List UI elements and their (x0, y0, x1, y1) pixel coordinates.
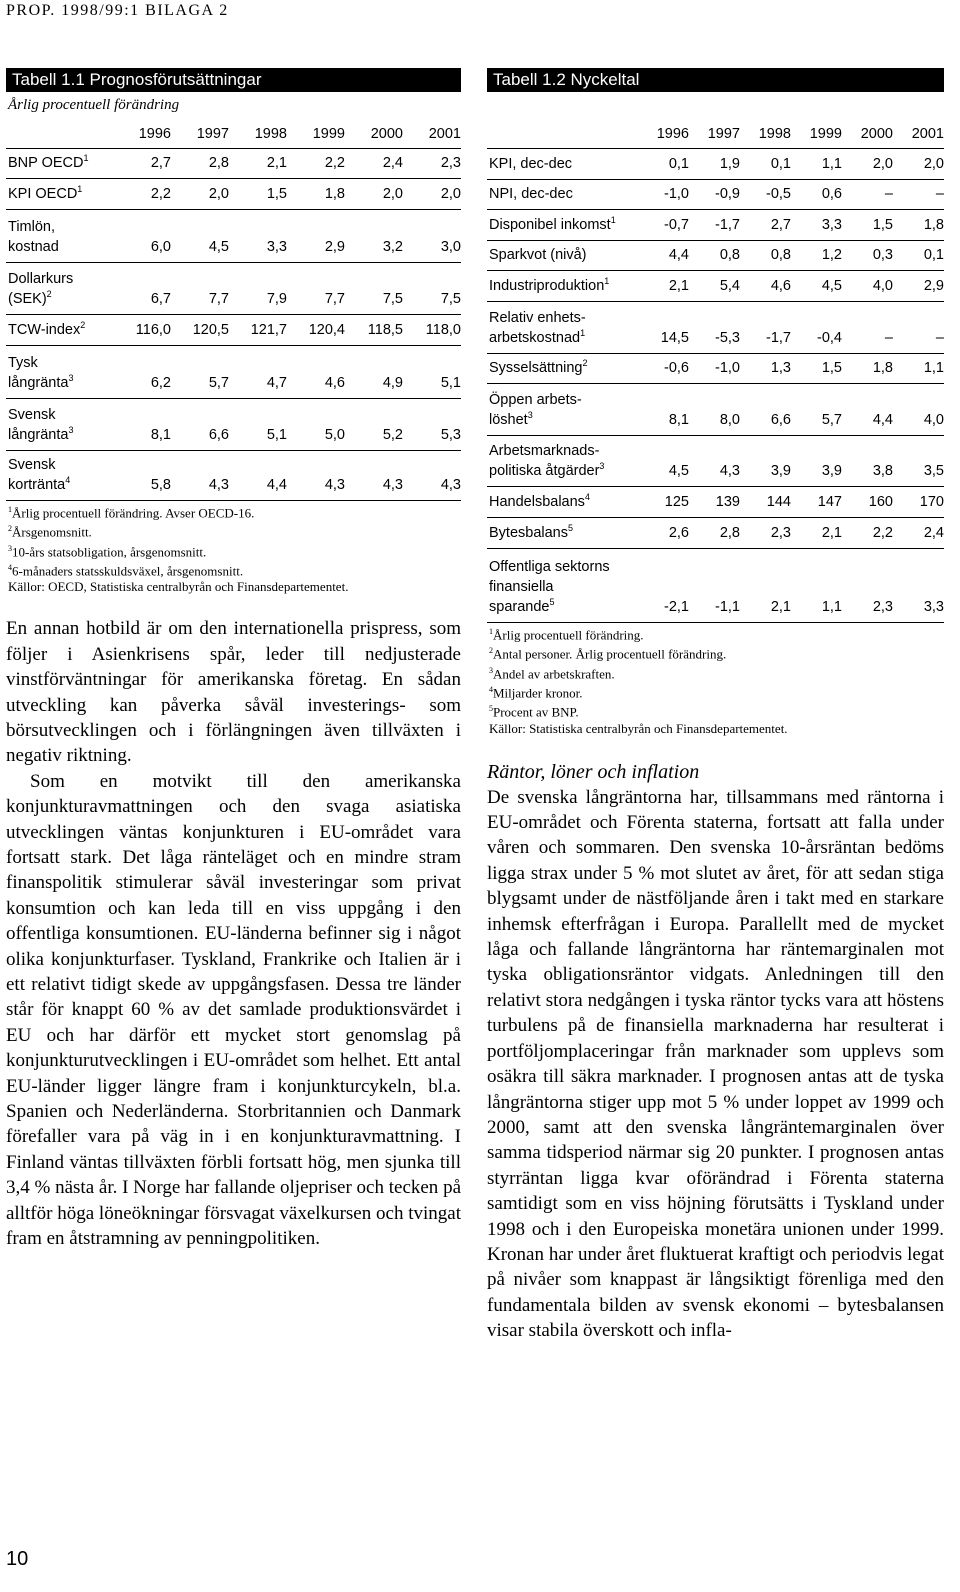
section-heading: Räntor, löner och inflation (487, 760, 700, 783)
t2-row-label-line: Sysselsättning$^2$ (489, 358, 588, 376)
t2-cell: -1,7 (766, 330, 791, 346)
t2-cell: -2,1 (664, 599, 689, 615)
t2-row-label-line: NPI, dec-dec (489, 186, 573, 202)
t1-cell: 2,0 (440, 186, 461, 202)
t2-cell: 0,6 (821, 186, 842, 202)
t2-cell: 2,3 (872, 599, 893, 615)
t1-cell: 2,3 (440, 155, 461, 171)
t2-cell: 160 (868, 494, 893, 510)
t1-row-label-line: Svensk (8, 407, 56, 423)
t2-cell: 14,5 (660, 330, 689, 346)
t1-cell: 2,4 (382, 155, 403, 171)
t2-cell: 2,9 (923, 278, 944, 294)
t1-cell: 5,2 (382, 427, 403, 443)
t2-row-label-line: löshet$^3$ (489, 410, 533, 428)
t2-cell: 4,6 (770, 278, 791, 294)
t2-row-label-line: Industriproduktion$^1$ (489, 276, 610, 294)
t2-cell: 1,5 (872, 217, 893, 233)
t2-row (487, 549, 944, 622)
t2-row-label-line: politiska åtgärder$^3$ (489, 461, 605, 479)
t2-year-header: 2000 (860, 126, 893, 142)
t2-cell: -0,9 (715, 186, 740, 202)
t2-note: $^3$Andel av arbetskraften. (489, 665, 615, 681)
t1-row (6, 346, 461, 399)
t2-note: Källor: Statistiska centralbyrån och Finansdepartementet. (489, 720, 788, 736)
right-column (487, 68, 944, 1344)
t2-row (487, 149, 944, 180)
t2-cell: 4,4 (872, 412, 893, 428)
t2-cell: 0,1 (770, 156, 791, 172)
t2-row-label-line: Sparkvot (nivå) (489, 247, 587, 263)
t2-row-label (487, 308, 638, 348)
t1-row (6, 149, 461, 179)
t2-cell: -0,6 (664, 360, 689, 376)
t2-cell: 4,0 (872, 278, 893, 294)
t1-cell: 2,1 (266, 155, 287, 171)
t1-cell: 6,7 (150, 291, 171, 307)
t1-row-label (6, 153, 113, 173)
t1-cell: 6,6 (208, 427, 229, 443)
t2-row (487, 354, 944, 384)
t2-year-header: 1997 (707, 126, 740, 142)
t2-row-label (487, 441, 638, 481)
t1-cell: 6,2 (150, 375, 171, 391)
table2 (487, 118, 944, 623)
t2-row (487, 518, 944, 549)
t2-row-label-line: sparande$^5$ (489, 597, 555, 615)
t2-row (487, 180, 944, 210)
t2-row-label-line: Bytesbalans$^5$ (489, 523, 574, 541)
t2-cell: 1,2 (821, 247, 842, 263)
t2-footnote-ref: 1 (610, 215, 616, 226)
t2-row-label (487, 276, 638, 296)
t2-cell: 6,6 (770, 412, 791, 428)
t1-footnote-ref: 1 (83, 153, 89, 164)
t2-cell: 3,8 (872, 463, 893, 479)
t2-footnote-ref: 3 (527, 410, 533, 421)
t2-cell: -0,5 (766, 186, 791, 202)
t1-cell: 118,0 (425, 322, 461, 338)
t2-cell: 144 (766, 494, 791, 510)
t1-cell: 4,9 (382, 375, 403, 391)
t2-row (487, 436, 944, 487)
t1-row-label-line: långränta$^3$ (8, 373, 74, 391)
t2-cell: 170 (919, 494, 944, 510)
t2-year-header: 2001 (911, 126, 944, 142)
t1-cell: 4,3 (324, 477, 345, 493)
t2-cell: – (935, 186, 944, 202)
t2-cell: 1,8 (923, 217, 944, 233)
t1-row-label (6, 184, 113, 204)
t1-cell: 5,1 (440, 375, 461, 391)
t1-cell: 7,5 (382, 291, 403, 307)
t2-row (487, 210, 944, 241)
t2-cell: 2,1 (668, 278, 689, 294)
table1 (6, 118, 461, 501)
t2-row-label-line: Offentliga sektorns (489, 559, 610, 575)
t1-footnote-ref: 2 (80, 320, 86, 331)
t2-cell: – (884, 186, 893, 202)
left-paragraph: Som en motvikt till den amerikanska konjunkturavmattningen och den svaga asiatiska utvecklingen väntas konjunkturen i EU-området vara fortsatt stark. Det låga ränteläget och en mindre stram finanspolitik stimulerar såväl investeringar som privat konsumtion och kan leda till en viss uppgång i den offentliga konsumtionen. EU-länderna befinner sig i något olika konjunkturfaser. Tyskland, Frankrike och Italien är i ett relativt tidigt skede av uppgångsfasen. Dessa tre länder står för knappt 60 % av det samlade produktionsvärdet i EU och har därför ett mycket stort genomslag på konjunkturutvecklingen i EU-området som helhet. Ett antal EU-länder ligger längre fram i konjunkturcykeln, bl.a. Spanien och Nederländerna. Storbritannien och Danmark förefaller vara på väg in i en konjunkturavmattning. I Finland väntas tillväxten förbli fortsatt hög, men sjunka till 3,4 % nästa år. I Norge har fallande oljepriser och tecken på alltför höga löneökningar försvagat växelkursen och tvingat fram en åtstramning av penningpolitiken. (6, 770, 461, 1250)
t2-cell: 0,1 (668, 156, 689, 172)
t1-cell: 7,7 (208, 291, 229, 307)
table1-header-row (6, 118, 461, 149)
t1-note: $^4$6-månaders statsskuldsväxel, årsgenomsnitt. (8, 562, 244, 579)
t1-row-label-line: TCW-index$^2$ (8, 320, 86, 338)
t2-cell: 4,5 (668, 463, 689, 479)
t1-cell: 116,0 (135, 322, 171, 338)
t2-cell: 2,2 (872, 525, 893, 541)
t1-row-label (6, 217, 113, 257)
t2-cell: 1,5 (821, 360, 842, 376)
t1-cell: 5,1 (266, 427, 287, 443)
t2-cell: 8,1 (668, 412, 689, 428)
t1-note: $^3$10-års statsobligation, årsgenomsnitt. (8, 543, 207, 559)
t1-footnote-ref: 2 (46, 289, 52, 300)
t2-note-ref: 1 (489, 627, 493, 636)
t2-row-label (487, 523, 638, 543)
t2-cell: 1,1 (923, 360, 944, 376)
t1-note-ref: 1 (8, 505, 12, 514)
t1-row-label-line: KPI OECD$^1$ (8, 184, 83, 202)
t1-cell: 3,2 (382, 239, 403, 255)
t2-row (487, 487, 944, 518)
t2-cell: 1,1 (821, 156, 842, 172)
t1-row-label-line: kostnad (8, 239, 59, 255)
t1-year-header: 1996 (138, 126, 171, 142)
right-paragraph: De svenska långräntorna har, tillsammans med räntorna i EU-området och Förenta staterna, fortsatt att falla under våren och sommaren. Den svenska 10-årsräntan bedöms ligga strax under 5 % mot slutet av året, för att sedan stiga blygsamt under de nästföljande åren i takt med en starkare inhemsk efterfrågan i Europa. Parallellt med de mycket låga och fallande långräntorna har räntemarginalen mot tyska obligationsräntor vidgats. Anledningen till den relativt stora nedgången i tyska räntor tycks vara att höstens turbulens på de finansiella marknaderna har resulterat i portföljomplaceringar från marknader som upplevs som osäkra till säkra marknader. I prognosen antas att de tyska långräntorna stiger upp mot 5 % under loppet av 1999 och 2000, samt att den svenska långräntemarginalen över samma tidsperiod närmar sig 20 punkter. I prognosen antas styrräntan ligga kvar oförändrad i Förenta staterna samtidigt som en viss höjning förutsätts i Tyskland under 1998 och i den Europeiska monetära unionen under 1999. Kronan har under året fluktuerat kraftigt och periodvis legat på nivåer som knappast är långsiktigt förenliga med den fundamentala bilden av svensk ekonomi – bytesbalansen visar stabila överskott och infla- (487, 786, 944, 1342)
t1-cell: 7,9 (266, 291, 287, 307)
t1-cell: 4,3 (440, 477, 461, 493)
t2-note-ref: 2 (489, 646, 493, 656)
t1-row-label-line: Dollarkurs (8, 271, 74, 287)
t2-cell: -5,3 (715, 330, 740, 346)
t2-cell: 8,0 (719, 412, 740, 428)
t2-cell: 125 (664, 494, 689, 510)
t1-row-label-line: Timlön, (8, 219, 55, 235)
t2-cell: 4,5 (821, 278, 842, 294)
t2-row-label-line: KPI, dec-dec (489, 156, 573, 172)
t1-cell: 2,2 (150, 186, 171, 202)
t2-cell: 4,3 (719, 463, 740, 479)
table2-notes (487, 623, 944, 737)
t1-cell: 7,5 (440, 291, 461, 307)
t1-cell: 6,0 (150, 239, 171, 255)
t1-cell: 3,3 (266, 239, 287, 255)
t2-row (487, 271, 944, 302)
t1-cell: 4,6 (324, 375, 345, 391)
t2-row (487, 384, 944, 436)
t1-year-header: 2001 (428, 126, 461, 142)
t1-row (6, 179, 461, 210)
table2-header-row (487, 118, 944, 149)
t1-row-label-line: kortränta$^4$ (8, 475, 71, 493)
t2-row-label-line: Relativ enhets- (489, 310, 586, 326)
t2-cell: 147 (817, 494, 842, 510)
t1-cell: 5,7 (208, 375, 229, 391)
t1-footnote-ref: 3 (68, 425, 74, 436)
t1-cell: 2,8 (208, 155, 229, 171)
table1-notes (6, 501, 461, 595)
t2-footnote-ref: 2 (582, 358, 588, 369)
t2-row-label-line: finansiella (489, 579, 554, 595)
t1-cell: 2,9 (324, 239, 345, 255)
t1-cell: 118,5 (367, 322, 403, 338)
t2-cell: 2,6 (668, 525, 689, 541)
t1-note-ref: 4 (8, 562, 12, 572)
t1-cell: 120,5 (192, 322, 229, 338)
t2-row-label-line: arbetskostnad$^1$ (489, 328, 586, 346)
t2-cell: 3,3 (821, 217, 842, 233)
t1-cell: 5,0 (324, 427, 345, 443)
t2-cell: 2,1 (821, 525, 842, 541)
t2-row-label (487, 557, 638, 617)
t1-row-label (6, 320, 113, 340)
t2-note-ref: 5 (489, 704, 493, 714)
t2-note-ref: 3 (489, 665, 493, 675)
t2-cell: 2,8 (719, 525, 740, 541)
t2-row-label (487, 215, 638, 235)
t2-row-label (487, 154, 638, 174)
t1-row (6, 263, 461, 315)
t1-cell: 2,0 (382, 186, 403, 202)
t2-row (487, 302, 944, 354)
t2-year-header: 1999 (809, 126, 842, 142)
t1-cell: 5,3 (440, 427, 461, 443)
t1-cell: 4,7 (266, 375, 287, 391)
page-number: 10 (6, 1548, 29, 1570)
t1-cell: 8,1 (150, 427, 171, 443)
t2-cell: 1,3 (770, 360, 791, 376)
t2-cell: 3,9 (770, 463, 791, 479)
t2-row-label-line: Öppen arbets- (489, 392, 582, 408)
left-column (6, 68, 461, 1251)
t2-cell: -1,7 (715, 217, 740, 233)
table1-subtitle: Årlig procentuell förändring (8, 97, 180, 113)
t2-row-label-line: Disponibel inkomst$^1$ (489, 215, 616, 233)
t1-year-header: 1997 (196, 126, 229, 142)
t2-cell: 0,8 (770, 247, 791, 263)
t1-cell: 1,5 (266, 186, 287, 202)
t1-row-label (6, 455, 113, 495)
t2-cell: 2,0 (872, 156, 893, 172)
t2-row-label (487, 492, 638, 512)
t1-row (6, 210, 461, 263)
t2-cell: 5,7 (821, 412, 842, 428)
t1-row-label (6, 405, 113, 445)
t2-row-label-line: Arbetsmarknads- (489, 443, 600, 459)
t1-cell: 7,7 (324, 291, 345, 307)
t2-footnote-ref: 3 (599, 461, 605, 472)
t2-row-label-line: Handelsbalans$^4$ (489, 492, 590, 510)
t2-row-label (487, 390, 638, 430)
t2-year-header: 1996 (656, 126, 689, 142)
t1-row (6, 315, 461, 346)
t2-row-label (487, 358, 638, 378)
t1-row-label-line: BNP OECD$^1$ (8, 153, 89, 171)
t2-cell: -0,7 (664, 217, 689, 233)
t1-footnote-ref: 4 (65, 475, 71, 486)
t1-row-label-line: (SEK)$^2$ (8, 289, 52, 307)
t1-cell: 3,0 (440, 239, 461, 255)
t1-cell: 1,8 (324, 186, 345, 202)
t1-row-label (6, 353, 113, 393)
t2-cell: -1,0 (664, 186, 689, 202)
t2-footnote-ref: 4 (584, 492, 590, 503)
t2-cell: 1,8 (872, 360, 893, 376)
t2-cell: 0,3 (872, 247, 893, 263)
t1-cell: 2,0 (208, 186, 229, 202)
document-header: PROP. 1998/99:1 BILAGA 2 (6, 2, 229, 19)
t2-cell: 3,3 (923, 599, 944, 615)
t1-row-label-line: Tysk (8, 355, 38, 371)
t2-cell: 2,7 (770, 217, 791, 233)
t1-row-label-line: Svensk (8, 457, 56, 473)
right-body (487, 759, 944, 1344)
t2-note: $^4$Miljarder kronor. (489, 684, 583, 701)
t1-cell: 2,7 (150, 155, 171, 171)
t2-row (487, 241, 944, 271)
t2-cell: – (935, 330, 944, 346)
t1-cell: 5,8 (150, 477, 171, 493)
t2-footnote-ref: 5 (568, 523, 574, 534)
t2-cell: 1,9 (719, 156, 740, 172)
t2-footnote-ref: 5 (549, 597, 555, 608)
t2-cell: 4,0 (923, 412, 944, 428)
t2-footnote-ref: 1 (580, 328, 586, 339)
t1-note-ref: 2 (8, 524, 12, 534)
table2-title: Tabell 1.2 Nyckeltal (487, 68, 944, 92)
t2-cell: 2,0 (923, 156, 944, 172)
left-body-text (6, 616, 461, 1251)
t2-cell: -1,1 (715, 599, 740, 615)
t1-cell: 4,5 (208, 239, 229, 255)
t1-note: Källor: OECD, Statistiska centralbyrån och Finansdepartementet. (8, 579, 349, 595)
t2-cell: 3,5 (923, 463, 944, 479)
t1-year-header: 1999 (312, 126, 345, 142)
t2-cell: 2,1 (770, 599, 791, 615)
t1-cell: 120,4 (308, 322, 345, 338)
t1-note-ref: 3 (8, 543, 12, 553)
t1-year-header: 2000 (370, 126, 403, 142)
t2-cell: 5,4 (719, 278, 740, 294)
t2-note: $^1$Årlig procentuell förändring. (489, 627, 644, 643)
t2-note: $^2$Antal personer. Årlig procentuell förändring. (489, 646, 727, 662)
t2-cell: 1,1 (821, 599, 842, 615)
t2-cell: -1,0 (715, 360, 740, 376)
t1-cell: 4,3 (382, 477, 403, 493)
t1-row-label-line: långränta$^3$ (8, 425, 74, 443)
t1-row (6, 399, 461, 451)
t1-row-label (6, 269, 113, 309)
t1-cell: 121,7 (250, 322, 287, 338)
t2-row-label (487, 184, 638, 204)
t2-note: $^5$Procent av BNP. (489, 704, 579, 720)
t2-note-ref: 4 (489, 684, 493, 694)
t1-note: $^1$Årlig procentuell förändring. Avser OECD-16. (8, 505, 255, 521)
t2-cell: 2,4 (923, 525, 944, 541)
t2-cell: -0,4 (817, 330, 842, 346)
t2-year-header: 1998 (758, 126, 791, 142)
t1-footnote-ref: 1 (77, 184, 83, 195)
t2-cell: 0,8 (719, 247, 740, 263)
table1-title: Tabell 1.1 Prognosförutsättningar (6, 68, 461, 92)
t1-cell: 4,4 (266, 477, 287, 493)
t2-cell: 3,9 (821, 463, 842, 479)
t1-note: $^2$Årsgenomsnitt. (8, 524, 92, 540)
t1-footnote-ref: 3 (68, 373, 74, 384)
t2-footnote-ref: 1 (604, 276, 610, 287)
t2-cell: 2,3 (770, 525, 791, 541)
t2-cell: – (884, 330, 893, 346)
t2-cell: 4,4 (668, 247, 689, 263)
t2-cell: 139 (715, 494, 740, 510)
left-paragraph: En annan hotbild är om den internationella prispress, som följer i Asienkrisens spår, leder till nedjusterade vinstförväntningar för amerikanska företag. En sådan utveckling kan påverka såväl investerings- som börsutvecklingen och i förlängningen även tillväxten i negativ riktning. (6, 618, 461, 767)
t2-cell: 0,1 (923, 247, 944, 263)
t1-row (6, 451, 461, 500)
t1-year-header: 1998 (254, 126, 287, 142)
t2-row-label (487, 245, 638, 265)
t1-cell: 2,2 (324, 155, 345, 171)
t1-cell: 4,3 (208, 477, 229, 493)
